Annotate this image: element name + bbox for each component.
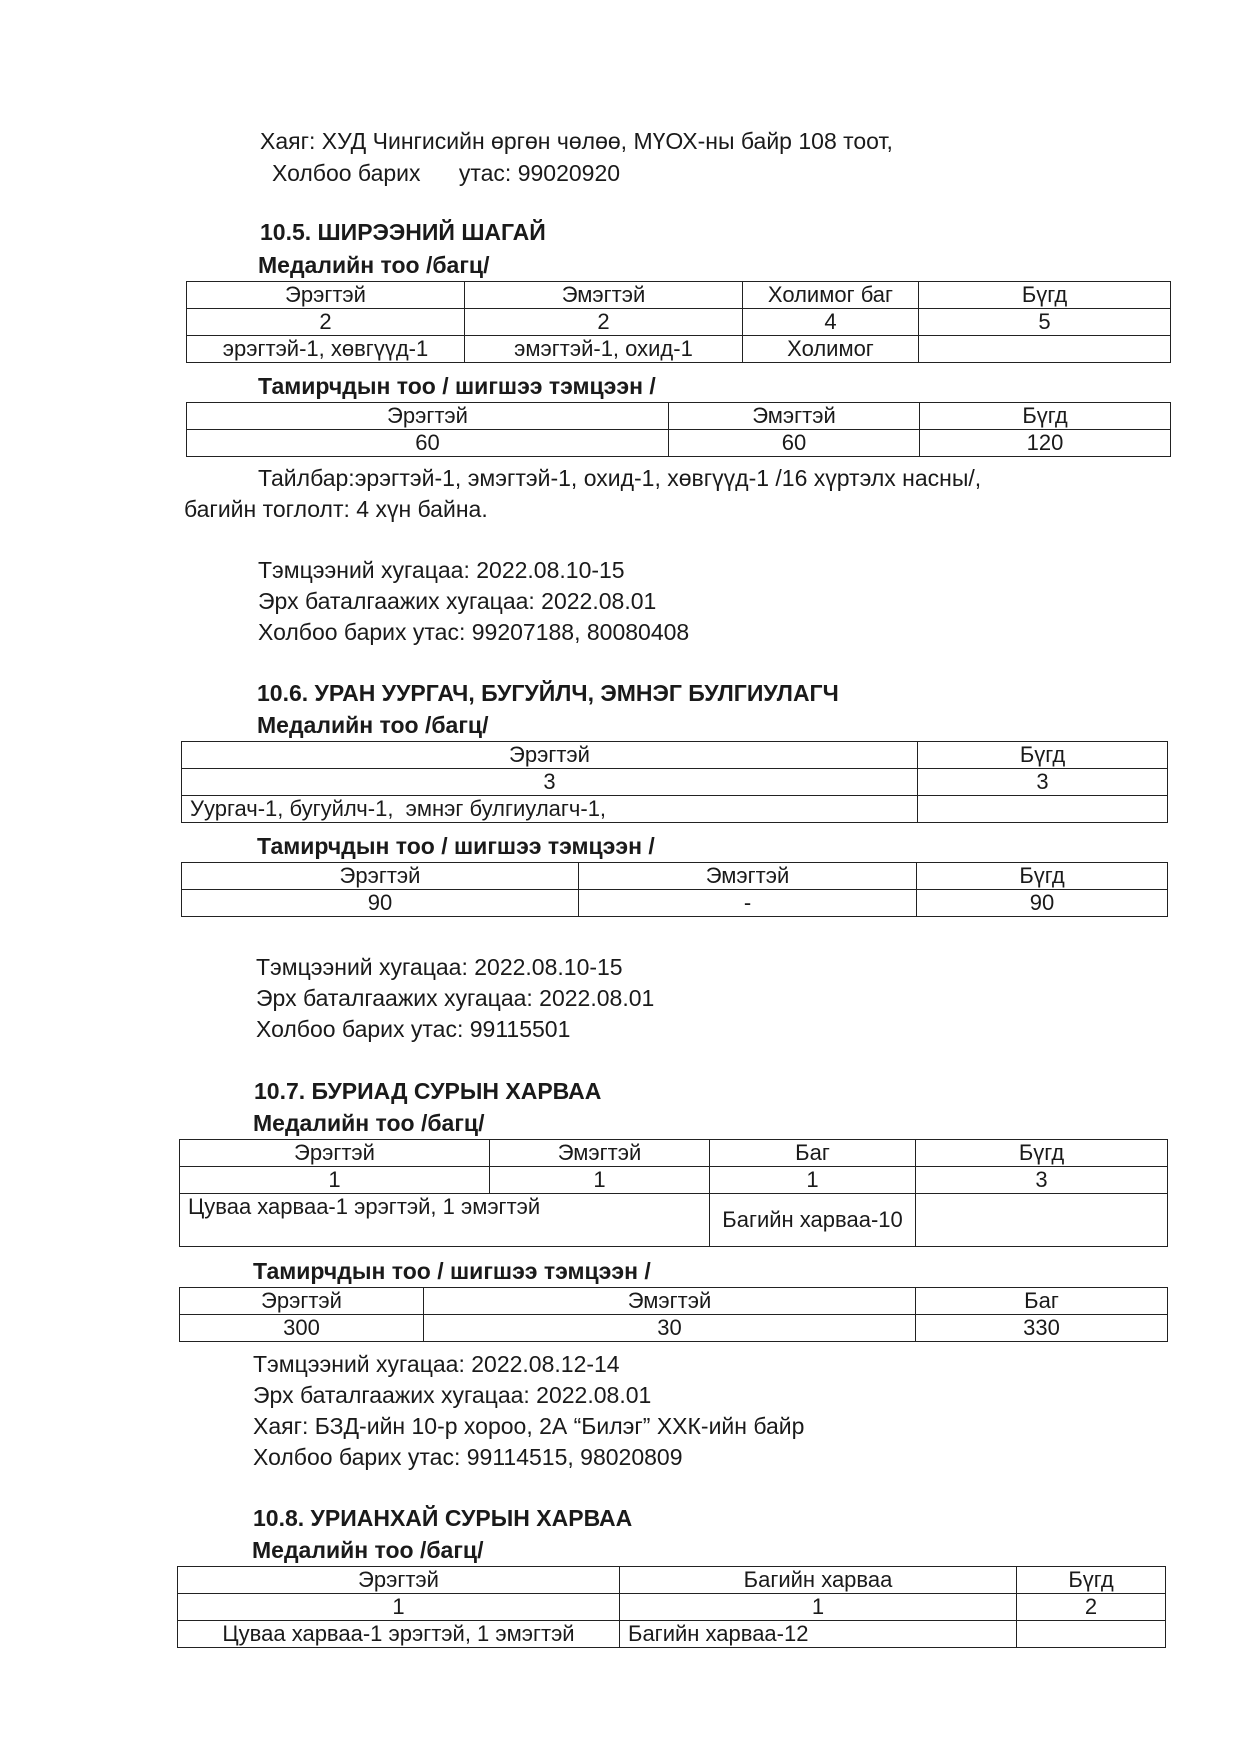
table-cell: Цуваа харваа-1 эрэгтэй, 1 эмэгтэй	[178, 1621, 620, 1648]
s106-medal-table	[181, 741, 1168, 823]
table-cell	[916, 1194, 1168, 1247]
table-cell: 30	[424, 1315, 916, 1342]
info-line: Холбоо барих утас: 99115501	[256, 1016, 571, 1042]
table-row	[182, 890, 1168, 917]
table-row	[180, 1167, 1168, 1194]
section-10-5-title: 10.5. ШИРЭЭНИЙ ШАГАЙ	[260, 219, 546, 245]
table-cell: 1	[710, 1167, 916, 1194]
medal-heading: Медалийн тоо /багц/	[257, 712, 489, 738]
s107-medal-table	[179, 1139, 1168, 1247]
table-cell: Эрэгтэй	[187, 282, 465, 309]
table-cell: Эмэгтэй	[490, 1140, 710, 1167]
info-line: Тэмцээний хугацаа: 2022.08.12-14	[253, 1351, 620, 1377]
table-cell: 1	[178, 1594, 620, 1621]
table-cell: 2	[187, 309, 465, 336]
table-row	[180, 1194, 1168, 1247]
athlete-heading: Тамирчдын тоо / шигшээ тэмцээн /	[258, 373, 656, 399]
table-cell: Бүгд	[920, 403, 1171, 430]
table-cell: 60	[669, 430, 920, 457]
table-row	[182, 796, 1168, 823]
table-cell: Багийн харваа-10	[710, 1194, 916, 1247]
table-cell: 1	[490, 1167, 710, 1194]
table-cell: 330	[916, 1315, 1168, 1342]
table-cell: Цуваа харваа-1 эрэгтэй, 1 эмэгтэй	[180, 1194, 710, 1247]
table-cell: 4	[743, 309, 919, 336]
table-row	[187, 309, 1171, 336]
table-row	[180, 1140, 1168, 1167]
table-cell: 90	[917, 890, 1168, 917]
info-line: Тэмцээний хугацаа: 2022.08.10-15	[258, 557, 625, 583]
athlete-heading: Тамирчдын тоо / шигшээ тэмцээн /	[253, 1258, 651, 1284]
section-10-7-title: 10.7. БУРИАД СУРЫН ХАРВАА	[254, 1078, 602, 1104]
table-row	[182, 863, 1168, 890]
table-row	[178, 1621, 1166, 1648]
table-cell: Багийн харваа-12	[620, 1621, 1017, 1648]
section-10-6-title: 10.6. УРАН УУРГАЧ, БУГУЙЛЧ, ЭМНЭГ БУЛГИУЛАГЧ	[257, 680, 839, 706]
table-cell: Уургач-1, бугуйлч-1, эмнэг булгиулагч-1,	[182, 796, 918, 823]
table-cell: Холимог баг	[743, 282, 919, 309]
athlete-heading: Тамирчдын тоо / шигшээ тэмцээн /	[257, 833, 655, 859]
s106-athlete-table	[181, 862, 1168, 917]
table-cell	[1017, 1621, 1166, 1648]
table-cell: 90	[182, 890, 579, 917]
table-cell: Эрэгтэй	[180, 1140, 490, 1167]
note-line: багийн тоглолт: 4 хүн байна.	[184, 496, 488, 522]
table-cell: 3	[918, 769, 1168, 796]
table-row	[180, 1288, 1168, 1315]
table-cell: Эмэгтэй	[669, 403, 920, 430]
table-cell: 3	[182, 769, 918, 796]
info-line: Тэмцээний хугацаа: 2022.08.10-15	[256, 954, 623, 980]
table-cell: Холимог	[743, 336, 919, 363]
table-cell: Бүгд	[1017, 1567, 1166, 1594]
medal-heading: Медалийн тоо /багц/	[253, 1110, 485, 1136]
table-cell	[919, 336, 1171, 363]
table-cell: эрэгтэй-1, хөвгүүд-1	[187, 336, 465, 363]
info-line: Холбоо барих утас: 99207188, 80080408	[258, 619, 690, 645]
table-cell: 1	[620, 1594, 1017, 1621]
table-cell: 2	[1017, 1594, 1166, 1621]
table-cell: 1	[180, 1167, 490, 1194]
s105-medal-table	[186, 281, 1171, 363]
medal-heading: Медалийн тоо /багц/	[258, 252, 490, 278]
table-cell: 5	[919, 309, 1171, 336]
table-cell: Эрэгтэй	[180, 1288, 424, 1315]
table-cell: Баг	[710, 1140, 916, 1167]
note-line: Тайлбар:эрэгтэй-1, эмэгтэй-1, охид-1, хөвгүүд-1 /16 хүртэлх насны/,	[258, 465, 982, 491]
table-cell: Эрэгтэй	[187, 403, 669, 430]
info-line: Холбоо барих утас: 99114515, 98020809	[253, 1444, 683, 1470]
table-cell: эмэгтэй-1, охид-1	[465, 336, 743, 363]
section-10-8-title: 10.8. УРИАНХАЙ СУРЫН ХАРВАА	[253, 1505, 633, 1531]
table-cell: Эмэгтэй	[579, 863, 917, 890]
table-cell: Бүгд	[918, 742, 1168, 769]
table-row	[182, 769, 1168, 796]
table-row	[187, 282, 1171, 309]
table-cell: Эрэгтэй	[178, 1567, 620, 1594]
s108-medal-table	[177, 1566, 1166, 1648]
table-cell: Эмэгтэй	[465, 282, 743, 309]
table-cell: 120	[920, 430, 1171, 457]
medal-heading: Медалийн тоо /багц/	[252, 1537, 484, 1563]
table-row	[187, 430, 1171, 457]
table-cell: Баг	[916, 1288, 1168, 1315]
table-cell: Эмэгтэй	[424, 1288, 916, 1315]
table-row	[178, 1594, 1166, 1621]
table-row	[180, 1315, 1168, 1342]
table-row	[187, 403, 1171, 430]
table-cell: -	[579, 890, 917, 917]
table-cell: 300	[180, 1315, 424, 1342]
table-row	[178, 1567, 1166, 1594]
table-cell: Бүгд	[916, 1140, 1168, 1167]
info-line: Эрх баталгаажих хугацаа: 2022.08.01	[258, 588, 657, 614]
contact-line: Холбоо барих утас: 99020920	[272, 160, 621, 186]
table-cell: Эрэгтэй	[182, 863, 579, 890]
table-cell: 3	[916, 1167, 1168, 1194]
table-cell: Бүгд	[919, 282, 1171, 309]
table-row	[187, 336, 1171, 363]
info-line: Эрх баталгаажих хугацаа: 2022.08.01	[256, 985, 655, 1011]
table-cell: 2	[465, 309, 743, 336]
s107-athlete-table	[179, 1287, 1168, 1342]
info-line: Хаяг: БЗД-ийн 10-р хороо, 2А “Билэг” ХХК-ийн байр	[253, 1413, 805, 1439]
table-cell: Багийн харваа	[620, 1567, 1017, 1594]
table-cell: 60	[187, 430, 669, 457]
table-cell: Эрэгтэй	[182, 742, 918, 769]
info-line: Эрх баталгаажих хугацаа: 2022.08.01	[253, 1382, 652, 1408]
s105-athlete-table	[186, 402, 1171, 457]
table-row	[182, 742, 1168, 769]
table-cell	[918, 796, 1168, 823]
address-line: Хаяг: ХУД Чингисийн өргөн чөлөө, МҮОХ-ны байр 108 тоот,	[260, 128, 893, 154]
table-cell: Бүгд	[917, 863, 1168, 890]
